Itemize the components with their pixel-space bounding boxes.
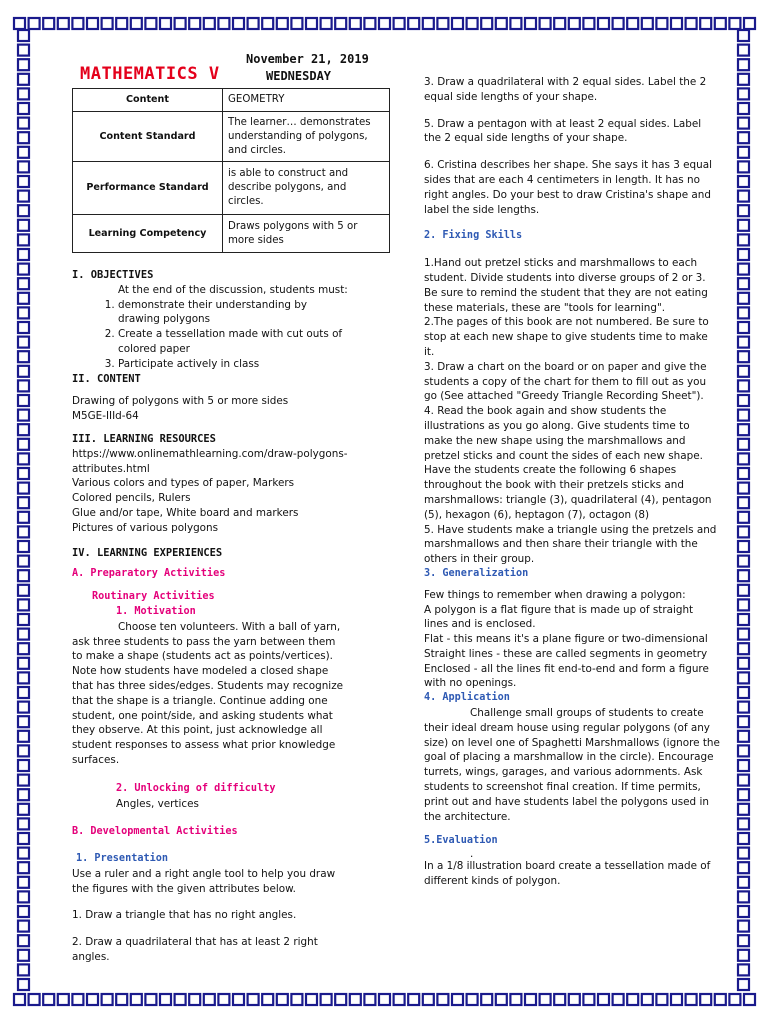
border-link xyxy=(291,18,302,29)
border-link xyxy=(18,512,29,523)
border-link xyxy=(738,760,749,771)
task-item: 2. Draw a quadrilateral that has at least 2 right angles. xyxy=(72,936,318,964)
border-link xyxy=(738,658,749,669)
border-link xyxy=(18,424,29,435)
right-column xyxy=(424,75,720,889)
border-link xyxy=(738,59,749,70)
border-link xyxy=(738,935,749,946)
border-link xyxy=(738,643,749,654)
border-link xyxy=(738,205,749,216)
border-link xyxy=(87,994,98,1005)
border-link xyxy=(738,453,749,464)
border-link xyxy=(18,877,29,888)
border-link xyxy=(277,994,288,1005)
resource-link: https://www.onlinemathlearning.com/draw-polygons-attributes.html xyxy=(72,447,348,475)
border-link xyxy=(738,818,749,829)
lesson-day: WEDNESDAY xyxy=(266,69,332,83)
border-link xyxy=(738,220,749,231)
task-item: 5. Draw a pentagon with at least 2 equal sides. Label the 2 equal side lengths of your shape. xyxy=(424,117,702,145)
border-link xyxy=(364,18,375,29)
border-link xyxy=(481,18,492,29)
border-link xyxy=(18,614,29,625)
border-link xyxy=(738,731,749,742)
border-link xyxy=(738,264,749,275)
border-link xyxy=(738,745,749,756)
border-link xyxy=(116,18,127,29)
content-code: M5GE-IIId-64 xyxy=(72,410,139,423)
border-link xyxy=(738,30,749,41)
border-link xyxy=(72,18,83,29)
border-link xyxy=(738,526,749,537)
content-heading: II. CONTENT xyxy=(72,372,141,385)
fixing-text: 3. Draw a chart on the board or on paper and give the students a copy of the chart for them to fill out as you go (See attached "Greedy Triangle Recording Sheet"). xyxy=(424,360,707,403)
border-link xyxy=(496,994,507,1005)
border-link xyxy=(481,994,492,1005)
border-link xyxy=(18,979,29,990)
border-link xyxy=(738,906,749,917)
border-link xyxy=(18,337,29,348)
border-link xyxy=(131,994,142,1005)
presentation-heading: 1. Presentation xyxy=(76,853,169,865)
border-link xyxy=(738,629,749,640)
developmental-heading: B. Developmental Activities xyxy=(72,826,238,838)
border-link xyxy=(18,862,29,873)
border-link xyxy=(175,18,186,29)
fixing-text: 5. Have students make a triangle using the pretzels and marshmallows and then share their triangle with the others in their group. xyxy=(424,523,717,566)
border-link xyxy=(738,191,749,202)
border-link xyxy=(738,877,749,888)
border-link xyxy=(18,921,29,932)
border-link xyxy=(671,994,682,1005)
border-link xyxy=(738,599,749,610)
border-link xyxy=(306,994,317,1005)
border-link xyxy=(102,994,113,1005)
border-link xyxy=(642,994,653,1005)
border-link xyxy=(18,205,29,216)
generalization-text: Few things to remember when drawing a polygon: xyxy=(424,588,686,601)
border-link xyxy=(569,18,580,29)
border-link xyxy=(18,264,29,275)
border-link xyxy=(554,18,565,29)
table-key: Learning Competency xyxy=(73,215,223,253)
border-link xyxy=(72,994,83,1005)
border-link xyxy=(18,950,29,961)
border-link xyxy=(175,994,186,1005)
border-link xyxy=(145,18,156,29)
border-link xyxy=(738,395,749,406)
border-link xyxy=(18,483,29,494)
border-link xyxy=(233,994,244,1005)
border-link xyxy=(204,994,215,1005)
generalization-heading: 3. Generalization xyxy=(424,567,529,579)
border-link xyxy=(18,468,29,479)
border-link xyxy=(18,366,29,377)
border-link xyxy=(262,18,273,29)
table-row xyxy=(73,162,390,215)
border-link xyxy=(540,994,551,1005)
border-link xyxy=(738,307,749,318)
border-link xyxy=(18,891,29,902)
border-link xyxy=(738,789,749,800)
border-link xyxy=(18,307,29,318)
border-link xyxy=(18,833,29,844)
border-link xyxy=(738,950,749,961)
border-link xyxy=(738,468,749,479)
border-link xyxy=(379,18,390,29)
motivation-heading: 1. Motivation xyxy=(116,605,196,617)
border-link xyxy=(18,322,29,333)
border-link xyxy=(642,18,653,29)
border-link xyxy=(335,994,346,1005)
border-link xyxy=(18,132,29,143)
resource-item: Various colors and types of paper, Markers xyxy=(72,477,295,490)
border-link xyxy=(18,497,29,508)
border-link xyxy=(510,994,521,1005)
border-link xyxy=(18,118,29,129)
table-value: is able to construct and describe polygons, and circles. xyxy=(223,162,390,215)
left-column xyxy=(72,268,348,965)
curriculum-table xyxy=(72,88,390,253)
border-link xyxy=(18,629,29,640)
border-link xyxy=(738,702,749,713)
list-item: 2. Create a tessellation made with cut outs of colored paper xyxy=(118,327,348,357)
objectives-list xyxy=(72,298,348,372)
border-link xyxy=(738,556,749,567)
border-link xyxy=(423,18,434,29)
border-link xyxy=(394,18,405,29)
evaluation-mark: . xyxy=(470,848,474,861)
border-link xyxy=(738,979,749,990)
resource-item: Colored pencils, Rulers xyxy=(72,492,191,505)
border-link xyxy=(18,599,29,610)
border-link xyxy=(738,672,749,683)
border-link xyxy=(583,994,594,1005)
generalization-text: A polygon is a flat figure that is made up of straight lines and is enclosed. xyxy=(424,603,694,631)
border-link xyxy=(627,994,638,1005)
border-link xyxy=(18,234,29,245)
content-text: Drawing of polygons with 5 or more sides xyxy=(72,395,289,408)
border-link xyxy=(18,45,29,56)
border-link xyxy=(18,906,29,917)
border-link xyxy=(496,18,507,29)
border-link xyxy=(218,18,229,29)
border-link xyxy=(160,18,171,29)
border-link xyxy=(738,337,749,348)
experiences-heading: IV. LEARNING EXPERIENCES xyxy=(72,546,223,559)
fixing-text: 1.Hand out pretzel sticks and marshmallows to each student. Divide students into diverse groups of 2 or 3. Be sure to remind the student that they are not eating these materials, these are "tools for learning". xyxy=(424,257,708,314)
motivation-text: Choose ten volunteers. With a ball of yarn, ask three students to pass the yarn between them to make a shape (students act as points/vertices). Note how students have modeled a closed shape that has three sides/edges. Students may recognize that the shape is a triangle. Continue adding one student, one point/side, and asking students what they observe. At this point, just acknowledge all student responses to assess what prior knowledge surfaces. xyxy=(72,620,344,766)
border-link xyxy=(18,964,29,975)
border-link xyxy=(18,570,29,581)
table-key: Content xyxy=(73,89,223,112)
border-link xyxy=(467,18,478,29)
fixing-skills-heading: 2. Fixing Skills xyxy=(424,230,523,242)
border-link xyxy=(738,88,749,99)
table-row xyxy=(73,89,390,112)
application-heading: 4. Application xyxy=(424,692,510,704)
evaluation-text: In a 1/8 illustration board create a tessellation made of different kinds of polygon. xyxy=(424,860,711,888)
border-link xyxy=(738,351,749,362)
generalization-text: Flat - this means it's a plane figure or two-dimensional xyxy=(424,633,708,646)
border-link xyxy=(738,614,749,625)
application-text: Challenge small groups of students to create their ideal dream house using regular polygons (of any size) on level one of Spaghetti Marshmallows (ignore the goal of placing a marshmallow in the circle). Encourage turrets, wings, garages, and various adornments. Ask students to screenshot final creation. If time permits, print out and have students label the polygons used in the architecture. xyxy=(424,707,720,823)
border-link xyxy=(18,176,29,187)
unlocking-text: Angles, vertices xyxy=(116,797,199,810)
table-row xyxy=(73,112,390,162)
border-link xyxy=(738,570,749,581)
border-link xyxy=(569,994,580,1005)
border-link xyxy=(18,585,29,596)
border-link xyxy=(18,745,29,756)
border-link xyxy=(350,994,361,1005)
table-value: Draws polygons with 5 or more sides xyxy=(223,215,390,253)
preparatory-heading: A. Preparatory Activities xyxy=(72,568,226,580)
border-link xyxy=(364,994,375,1005)
border-link xyxy=(18,541,29,552)
border-link xyxy=(738,862,749,873)
generalization-text: Enclosed - all the lines fit end-to-end and form a figure with no openings. xyxy=(424,662,709,690)
border-link xyxy=(738,176,749,187)
border-link xyxy=(686,18,697,29)
border-link xyxy=(738,366,749,377)
border-link xyxy=(738,483,749,494)
table-key: Performance Standard xyxy=(73,162,223,215)
border-link xyxy=(738,439,749,450)
border-link xyxy=(18,439,29,450)
border-link xyxy=(540,18,551,29)
border-link xyxy=(18,526,29,537)
border-link xyxy=(738,804,749,815)
table-row xyxy=(73,215,390,253)
border-link xyxy=(423,994,434,1005)
border-link xyxy=(738,161,749,172)
border-link xyxy=(248,994,259,1005)
unlocking-heading: 2. Unlocking of difficulty xyxy=(116,782,276,794)
border-link xyxy=(738,775,749,786)
presentation-text: Use a ruler and a right angle tool to help you draw the figures with the given attributes below. xyxy=(72,867,336,895)
resource-item: Glue and/or tape, White board and markers xyxy=(72,506,299,519)
page-border-right xyxy=(722,0,768,1024)
border-link xyxy=(189,18,200,29)
border-link xyxy=(18,59,29,70)
border-link xyxy=(738,293,749,304)
border-link xyxy=(627,18,638,29)
border-link xyxy=(738,921,749,932)
border-link xyxy=(738,249,749,260)
border-link xyxy=(738,45,749,56)
border-link xyxy=(738,512,749,523)
border-link xyxy=(738,118,749,129)
subject-title: MATHEMATICS V xyxy=(80,64,220,84)
border-link xyxy=(738,380,749,391)
border-link xyxy=(18,731,29,742)
border-link xyxy=(145,994,156,1005)
border-link xyxy=(554,994,565,1005)
border-link xyxy=(408,994,419,1005)
border-link xyxy=(738,132,749,143)
border-link xyxy=(613,18,624,29)
border-link xyxy=(738,103,749,114)
border-link xyxy=(18,658,29,669)
border-link xyxy=(18,395,29,406)
border-link xyxy=(408,18,419,29)
border-link xyxy=(738,716,749,727)
border-link xyxy=(598,994,609,1005)
border-link xyxy=(510,18,521,29)
border-link xyxy=(437,18,448,29)
list-item: 3. Participate actively in class xyxy=(118,357,348,372)
border-link xyxy=(18,74,29,85)
border-link xyxy=(437,994,448,1005)
border-link xyxy=(204,18,215,29)
border-link xyxy=(452,994,463,1005)
border-link xyxy=(18,716,29,727)
border-link xyxy=(738,687,749,698)
list-item: 1. demonstrate their understanding by drawing polygons xyxy=(118,298,348,328)
table-key: Content Standard xyxy=(73,112,223,162)
border-link xyxy=(686,994,697,1005)
border-link xyxy=(525,18,536,29)
border-link xyxy=(467,994,478,1005)
border-link xyxy=(738,147,749,158)
evaluation-heading: 5.Evaluation xyxy=(424,835,498,847)
border-link xyxy=(116,994,127,1005)
border-link xyxy=(18,410,29,421)
border-link xyxy=(671,18,682,29)
border-link xyxy=(18,702,29,713)
border-link xyxy=(262,994,273,1005)
border-link xyxy=(277,18,288,29)
page-border-left xyxy=(0,0,46,1024)
border-link xyxy=(18,30,29,41)
border-link xyxy=(738,848,749,859)
border-link xyxy=(218,994,229,1005)
border-link xyxy=(131,18,142,29)
border-link xyxy=(613,994,624,1005)
border-link xyxy=(738,74,749,85)
border-link xyxy=(738,322,749,333)
border-link xyxy=(18,161,29,172)
border-link xyxy=(18,848,29,859)
border-link xyxy=(18,804,29,815)
border-link xyxy=(18,687,29,698)
table-value: GEOMETRY xyxy=(223,89,390,112)
task-item: 1. Draw a triangle that has no right angles. xyxy=(72,909,297,922)
border-link xyxy=(18,103,29,114)
table-value: The learner… demonstrates understanding of polygons, and circles. xyxy=(223,112,390,162)
border-link xyxy=(18,278,29,289)
border-link xyxy=(18,775,29,786)
lesson-date: November 21, 2019 xyxy=(246,52,369,66)
border-link xyxy=(738,541,749,552)
border-link xyxy=(335,18,346,29)
border-link xyxy=(321,18,332,29)
border-link xyxy=(583,18,594,29)
border-link xyxy=(700,18,711,29)
border-link xyxy=(18,88,29,99)
border-link xyxy=(18,293,29,304)
fixing-text: 4. Read the book again and show students the illustrations as you go along. Give students time to make the new shape using the marshmallows and pretzel sticks and count the sides of each new shape. Have the students create the following 6 shapes throughout the book with their pretzels sticks and marshmallows: triangle (3), quadrilateral (4), pentagon (5), hexagon (6), heptagon (7), octagon (8) xyxy=(424,405,712,521)
border-link xyxy=(738,833,749,844)
border-link xyxy=(18,249,29,260)
border-link xyxy=(656,994,667,1005)
page-border-bottom xyxy=(0,984,768,1024)
objectives-heading: I. OBJECTIVES xyxy=(72,269,154,281)
border-link xyxy=(18,351,29,362)
border-link xyxy=(738,234,749,245)
border-link xyxy=(189,994,200,1005)
border-link xyxy=(656,18,667,29)
border-link xyxy=(18,556,29,567)
border-link xyxy=(738,964,749,975)
border-link xyxy=(738,891,749,902)
border-link xyxy=(306,18,317,29)
border-link xyxy=(58,18,69,29)
border-link xyxy=(18,643,29,654)
border-link xyxy=(160,994,171,1005)
resources-heading: III. LEARNING RESOURCES xyxy=(72,432,216,445)
border-link xyxy=(291,994,302,1005)
generalization-text: Straight lines - these are called segments in geometry xyxy=(424,647,708,660)
border-link xyxy=(18,760,29,771)
border-link xyxy=(452,18,463,29)
fixing-text: 2.The pages of this book are not numbered. Be sure to stop at each new shape to give students time to make it. xyxy=(424,316,709,358)
border-link xyxy=(321,994,332,1005)
border-link xyxy=(700,994,711,1005)
border-link xyxy=(18,935,29,946)
task-item: 3. Draw a quadrilateral with 2 equal sides. Label the 2 equal side lengths of your shape. xyxy=(424,76,707,103)
border-link xyxy=(738,278,749,289)
border-link xyxy=(525,994,536,1005)
border-link xyxy=(18,818,29,829)
routinary-heading: Routinary Activities xyxy=(92,591,215,603)
border-link xyxy=(248,18,259,29)
border-link xyxy=(18,453,29,464)
page-border-top xyxy=(0,0,768,40)
border-link xyxy=(18,380,29,391)
border-link xyxy=(18,789,29,800)
objectives-intro: At the end of the discussion, students must: xyxy=(118,283,348,296)
border-link xyxy=(350,18,361,29)
border-link xyxy=(738,585,749,596)
border-link xyxy=(58,994,69,1005)
border-link xyxy=(379,994,390,1005)
border-link xyxy=(598,18,609,29)
border-link xyxy=(738,497,749,508)
border-link xyxy=(738,410,749,421)
border-link xyxy=(87,18,98,29)
border-link xyxy=(394,994,405,1005)
border-link xyxy=(18,220,29,231)
task-item: 6. Cristina describes her shape. She says it has 3 equal sides that are each 4 centimeters in length. It has no right angles. Do your best to draw Cristina's shape and label the side lengths. xyxy=(424,159,712,216)
resource-item: Pictures of various polygons xyxy=(72,521,219,534)
border-link xyxy=(102,18,113,29)
border-link xyxy=(18,147,29,158)
border-link xyxy=(18,672,29,683)
border-link xyxy=(738,424,749,435)
border-link xyxy=(18,191,29,202)
border-link xyxy=(233,18,244,29)
